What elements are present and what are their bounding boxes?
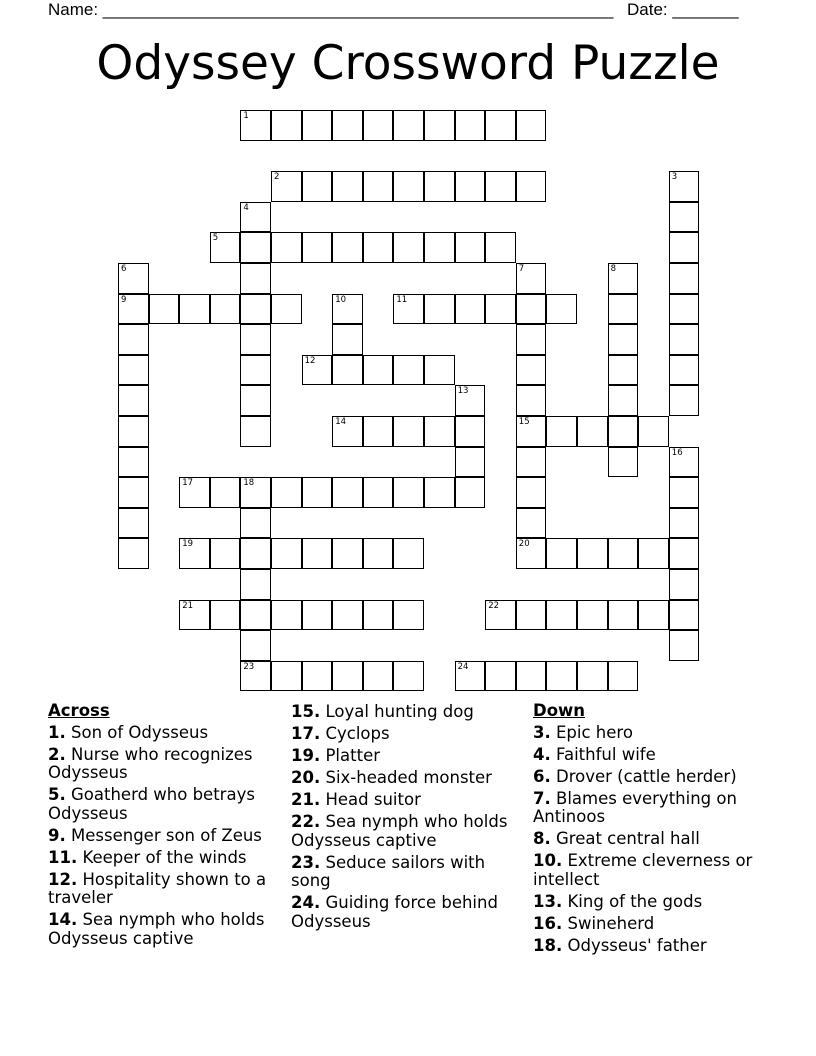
clue-num: 9. xyxy=(48,825,66,845)
clue-number: 8 xyxy=(610,264,617,274)
clue-number: 2 xyxy=(274,172,280,183)
grid-cell[interactable] xyxy=(516,355,547,386)
clue-num: 13. xyxy=(533,891,563,911)
grid-cell[interactable] xyxy=(240,600,271,631)
grid-cell[interactable] xyxy=(424,171,455,202)
clue-item xyxy=(48,724,278,743)
grid-cell[interactable] xyxy=(669,538,700,569)
grid-cell[interactable] xyxy=(363,232,394,263)
grid-cell[interactable] xyxy=(118,477,149,508)
clue-number: 16 xyxy=(671,447,683,458)
clue-item xyxy=(291,725,516,744)
grid-cell[interactable] xyxy=(118,508,149,539)
clue-num: 3. xyxy=(533,722,551,742)
grid-cell[interactable] xyxy=(363,110,394,141)
grid-cell[interactable] xyxy=(455,385,486,416)
grid-cell[interactable] xyxy=(424,110,455,141)
clue-text: Loyal hunting dog xyxy=(325,702,474,721)
grid-cell[interactable] xyxy=(516,538,547,569)
grid-cell[interactable] xyxy=(485,661,516,692)
grid-cell[interactable] xyxy=(669,324,700,355)
grid-cell[interactable] xyxy=(638,600,669,631)
clue-text: Sea nymph who holds Odysseus captive xyxy=(291,812,508,850)
clue-number: 9 xyxy=(121,294,127,305)
grid-cell[interactable] xyxy=(669,508,700,539)
grid-cell[interactable] xyxy=(455,661,486,692)
grid-cell[interactable] xyxy=(638,538,669,569)
grid-cell[interactable] xyxy=(240,202,271,233)
clue-item xyxy=(533,746,768,765)
clue-num: 22. xyxy=(291,812,321,831)
clue-text: Nurse who recognizes Odysseus xyxy=(48,744,253,782)
grid-cell[interactable] xyxy=(516,661,547,692)
grid-cell[interactable] xyxy=(363,600,394,631)
grid-cell[interactable] xyxy=(577,538,608,569)
grid-cell[interactable] xyxy=(608,385,639,416)
clue-num: 8. xyxy=(533,829,551,848)
clue-number: 12 xyxy=(304,355,316,366)
grid-cell[interactable] xyxy=(240,324,271,355)
grid-cell[interactable] xyxy=(516,385,547,416)
grid-cell[interactable] xyxy=(240,477,271,508)
clue-number: 19 xyxy=(182,539,194,550)
grid-cell[interactable] xyxy=(332,477,363,508)
grid-cell[interactable] xyxy=(577,661,608,692)
clue-item xyxy=(533,768,768,787)
clue-item xyxy=(533,893,768,912)
clue-number: 7 xyxy=(518,264,525,274)
name-field-label[interactable]: Name: ______________________________________________________ xyxy=(48,0,614,19)
clue-number: 18 xyxy=(243,478,255,489)
clue-item xyxy=(533,790,768,827)
grid-cell[interactable] xyxy=(455,171,486,202)
grid-cell[interactable] xyxy=(669,630,700,661)
grid-cell[interactable] xyxy=(210,600,241,631)
grid-cell[interactable] xyxy=(332,232,363,263)
clue-text: Blames everything on Antinoos xyxy=(533,788,737,826)
grid-cell[interactable] xyxy=(577,416,608,447)
clue-num: 19. xyxy=(291,746,321,765)
grid-cell[interactable] xyxy=(118,263,149,294)
down-heading: Down xyxy=(533,701,586,720)
grid-cell[interactable] xyxy=(271,110,302,141)
grid-cell[interactable] xyxy=(332,171,363,202)
grid-cell[interactable] xyxy=(546,661,577,692)
clue-num: 21. xyxy=(291,790,321,809)
grid-cell[interactable] xyxy=(393,171,424,202)
grid-cell[interactable] xyxy=(455,110,486,141)
clue-num: 1. xyxy=(48,722,66,742)
grid-cell[interactable] xyxy=(302,171,333,202)
clue-item xyxy=(48,827,278,846)
grid-cell[interactable] xyxy=(179,477,210,508)
grid-cell[interactable] xyxy=(608,447,639,478)
grid-cell[interactable] xyxy=(393,110,424,141)
grid-cell[interactable] xyxy=(210,477,241,508)
grid-cell[interactable] xyxy=(118,294,149,325)
grid-cell[interactable] xyxy=(271,294,302,325)
grid-cell[interactable] xyxy=(240,385,271,416)
grid-cell[interactable] xyxy=(210,294,241,325)
clues-column-across xyxy=(48,702,278,952)
grid-cell[interactable] xyxy=(485,232,516,263)
grid-cell[interactable] xyxy=(455,477,486,508)
grid-cell[interactable] xyxy=(516,508,547,539)
grid-cell[interactable] xyxy=(485,171,516,202)
grid-cell[interactable] xyxy=(363,355,394,386)
grid-cell[interactable] xyxy=(577,600,608,631)
grid-cell[interactable] xyxy=(546,538,577,569)
clue-number: 11 xyxy=(396,294,408,305)
clue-num: 12. xyxy=(48,869,78,889)
clue-text: Great central hall xyxy=(556,829,700,848)
grid-cell[interactable] xyxy=(118,447,149,478)
clue-num: 20. xyxy=(291,768,321,787)
clue-text: Messenger son of Zeus xyxy=(71,825,262,845)
clue-text: Epic hero xyxy=(556,722,633,742)
page-title: Odyssey Crossword Puzzle xyxy=(96,36,720,91)
clue-number: 24 xyxy=(457,661,469,672)
grid-cell[interactable] xyxy=(240,416,271,447)
grid-cell[interactable] xyxy=(179,600,210,631)
grid-cell[interactable] xyxy=(332,661,363,692)
grid-cell[interactable] xyxy=(149,294,180,325)
grid-cell[interactable] xyxy=(424,355,455,386)
grid-cell[interactable] xyxy=(363,171,394,202)
grid-cell[interactable] xyxy=(179,294,210,325)
grid-cell[interactable] xyxy=(485,600,516,631)
grid-cell[interactable] xyxy=(271,232,302,263)
grid-cell[interactable] xyxy=(516,477,547,508)
grid-cell[interactable] xyxy=(608,600,639,631)
clue-item xyxy=(533,724,768,743)
grid-cell[interactable] xyxy=(363,416,394,447)
clue-item xyxy=(48,746,278,783)
grid-cell[interactable] xyxy=(516,171,547,202)
grid-cell[interactable] xyxy=(332,110,363,141)
grid-cell[interactable] xyxy=(455,294,486,325)
grid-cell[interactable] xyxy=(240,538,271,569)
grid-cell[interactable] xyxy=(363,538,394,569)
grid-cell[interactable] xyxy=(669,600,700,631)
clue-number: 13 xyxy=(457,386,469,397)
grid-cell[interactable] xyxy=(240,630,271,661)
clue-num: 7. xyxy=(533,788,551,808)
clue-num: 2. xyxy=(48,744,66,764)
clue-number: 23 xyxy=(243,661,255,672)
grid-cell[interactable] xyxy=(179,538,210,569)
grid-cell[interactable] xyxy=(485,110,516,141)
clue-text: Seduce sailors with song xyxy=(291,852,486,890)
clue-text: Sea nymph who holds Odysseus captive xyxy=(48,910,265,948)
grid-cell[interactable] xyxy=(240,508,271,539)
clue-item xyxy=(48,786,278,823)
grid-cell[interactable] xyxy=(393,294,424,325)
grid-cell[interactable] xyxy=(332,600,363,631)
grid-cell[interactable] xyxy=(271,600,302,631)
clue-number: 6 xyxy=(121,264,127,274)
grid-cell[interactable] xyxy=(271,171,302,202)
grid-cell[interactable] xyxy=(669,447,700,478)
grid-cell[interactable] xyxy=(669,569,700,600)
clue-num: 5. xyxy=(48,785,66,804)
grid-cell[interactable] xyxy=(393,538,424,569)
clues-column-across-continued xyxy=(291,703,516,935)
grid-cell[interactable] xyxy=(271,661,302,692)
grid-cell[interactable] xyxy=(608,355,639,386)
clues-column-down xyxy=(533,702,768,959)
grid-cell[interactable] xyxy=(240,294,271,325)
grid-cell[interactable] xyxy=(302,661,333,692)
grid-cell[interactable] xyxy=(118,385,149,416)
grid-cell[interactable] xyxy=(516,110,547,141)
grid-cell[interactable] xyxy=(516,416,547,447)
grid-cell[interactable] xyxy=(455,232,486,263)
clue-text: Drover (cattle herder) xyxy=(556,766,737,786)
clue-text: Odysseus' father xyxy=(567,935,707,955)
grid-cell[interactable] xyxy=(332,324,363,355)
grid-cell[interactable] xyxy=(546,294,577,325)
clue-item xyxy=(533,830,768,849)
grid-cell[interactable] xyxy=(669,263,700,294)
grid-cell[interactable] xyxy=(455,416,486,447)
grid-cell[interactable] xyxy=(485,294,516,325)
grid-cell[interactable] xyxy=(210,538,241,569)
clue-text: Faithful wife xyxy=(556,744,656,764)
grid-cell[interactable] xyxy=(516,263,547,294)
grid-cell[interactable] xyxy=(669,477,700,508)
clue-num: 10. xyxy=(533,851,563,870)
clue-item xyxy=(291,854,516,891)
grid-cell[interactable] xyxy=(118,538,149,569)
clue-num: 4. xyxy=(533,744,551,764)
clue-text: Keeper of the winds xyxy=(82,847,247,867)
grid-cell[interactable] xyxy=(210,232,241,263)
clue-text: Goatherd who betrays Odysseus xyxy=(48,785,255,823)
grid-cell[interactable] xyxy=(332,355,363,386)
grid-cell[interactable] xyxy=(393,600,424,631)
grid-cell[interactable] xyxy=(516,600,547,631)
clue-text: Son of Odysseus xyxy=(71,722,209,742)
grid-cell[interactable] xyxy=(302,477,333,508)
clue-num: 24. xyxy=(291,893,321,912)
grid-cell[interactable] xyxy=(271,538,302,569)
grid-cell[interactable] xyxy=(516,447,547,478)
grid-cell[interactable] xyxy=(302,538,333,569)
clue-item xyxy=(533,937,768,956)
clue-number: 15 xyxy=(518,417,530,427)
clue-num: 14. xyxy=(48,910,78,929)
clue-number: 5 xyxy=(212,233,219,244)
grid-cell[interactable] xyxy=(363,477,394,508)
grid-cell[interactable] xyxy=(332,416,363,447)
clue-text: King of the gods xyxy=(567,891,703,911)
grid-cell[interactable] xyxy=(608,416,639,447)
grid-cell[interactable] xyxy=(669,355,700,386)
grid-cell[interactable] xyxy=(332,294,363,325)
grid-cell[interactable] xyxy=(638,416,669,447)
clue-item xyxy=(291,769,516,788)
clue-item xyxy=(533,915,768,934)
date-field-label[interactable]: Date: _______ xyxy=(627,0,739,19)
clue-number: 22 xyxy=(488,600,500,611)
clue-item xyxy=(48,871,278,908)
grid-cell[interactable] xyxy=(516,324,547,355)
clue-num: 18. xyxy=(533,935,563,955)
grid-cell[interactable] xyxy=(302,600,333,631)
clue-number: 3 xyxy=(671,172,678,183)
grid-cell[interactable] xyxy=(240,263,271,294)
clue-number: 14 xyxy=(335,417,347,427)
grid-cell[interactable] xyxy=(546,416,577,447)
grid-cell[interactable] xyxy=(271,477,302,508)
grid-cell[interactable] xyxy=(393,416,424,447)
clue-item xyxy=(533,852,768,889)
grid-cell[interactable] xyxy=(240,110,271,141)
grid-cell[interactable] xyxy=(608,263,639,294)
grid-cell[interactable] xyxy=(669,385,700,416)
grid-cell[interactable] xyxy=(455,447,486,478)
grid-cell[interactable] xyxy=(240,232,271,263)
clue-number: 1 xyxy=(243,111,249,121)
grid-cell[interactable] xyxy=(608,324,639,355)
clue-item xyxy=(291,791,516,810)
grid-cell[interactable] xyxy=(424,232,455,263)
clue-item xyxy=(291,813,516,850)
grid-cell[interactable] xyxy=(118,416,149,447)
grid-cell[interactable] xyxy=(363,661,394,692)
clue-text: Swineherd xyxy=(567,913,655,933)
clue-num: 17. xyxy=(291,724,321,743)
grid-cell[interactable] xyxy=(516,294,547,325)
grid-cell[interactable] xyxy=(240,355,271,386)
grid-cell[interactable] xyxy=(424,416,455,447)
grid-cell[interactable] xyxy=(240,569,271,600)
clue-text: Cyclops xyxy=(325,724,390,743)
clue-number: 4 xyxy=(243,202,249,213)
clue-text: Six-headed monster xyxy=(325,768,492,787)
clue-text: Head suitor xyxy=(325,790,421,809)
grid-cell[interactable] xyxy=(669,294,700,325)
clue-num: 11. xyxy=(48,847,78,867)
grid-cell[interactable] xyxy=(393,661,424,692)
grid-cell[interactable] xyxy=(424,477,455,508)
clue-num: 16. xyxy=(533,913,563,933)
clue-num: 23. xyxy=(291,852,321,872)
clue-item xyxy=(291,894,516,931)
clue-number: 10 xyxy=(335,294,347,305)
grid-cell[interactable] xyxy=(669,232,700,263)
clue-number: 17 xyxy=(182,478,194,489)
clue-text: Hospitality shown to a traveler xyxy=(48,869,267,907)
clue-number: 21 xyxy=(182,600,194,611)
clue-item xyxy=(291,747,516,766)
grid-cell[interactable] xyxy=(118,324,149,355)
clue-number: 20 xyxy=(518,539,530,550)
grid-cell[interactable] xyxy=(424,294,455,325)
grid-cell[interactable] xyxy=(608,294,639,325)
clue-num: 6. xyxy=(533,766,551,786)
clue-num: 15. xyxy=(291,702,321,721)
grid-cell[interactable] xyxy=(393,232,424,263)
clue-text: Guiding force behind Odysseus xyxy=(291,893,498,931)
grid-cell[interactable] xyxy=(118,355,149,386)
clue-item xyxy=(48,911,278,948)
across-heading: Across xyxy=(48,701,110,720)
clue-text: Extreme cleverness or intellect xyxy=(533,851,753,889)
grid-cell[interactable] xyxy=(608,661,639,692)
grid-cell[interactable] xyxy=(332,538,363,569)
grid-cell[interactable] xyxy=(240,661,271,692)
clue-item xyxy=(48,849,278,868)
grid-cell[interactable] xyxy=(669,202,700,233)
clue-item xyxy=(291,703,516,722)
grid-cell[interactable] xyxy=(302,232,333,263)
grid-cell[interactable] xyxy=(546,600,577,631)
grid-cell[interactable] xyxy=(669,171,700,202)
clue-text: Platter xyxy=(325,746,381,765)
grid-cell[interactable] xyxy=(608,538,639,569)
grid-cell[interactable] xyxy=(393,355,424,386)
grid-cell[interactable] xyxy=(393,477,424,508)
grid-cell[interactable] xyxy=(302,110,333,141)
grid-cell[interactable] xyxy=(302,355,333,386)
